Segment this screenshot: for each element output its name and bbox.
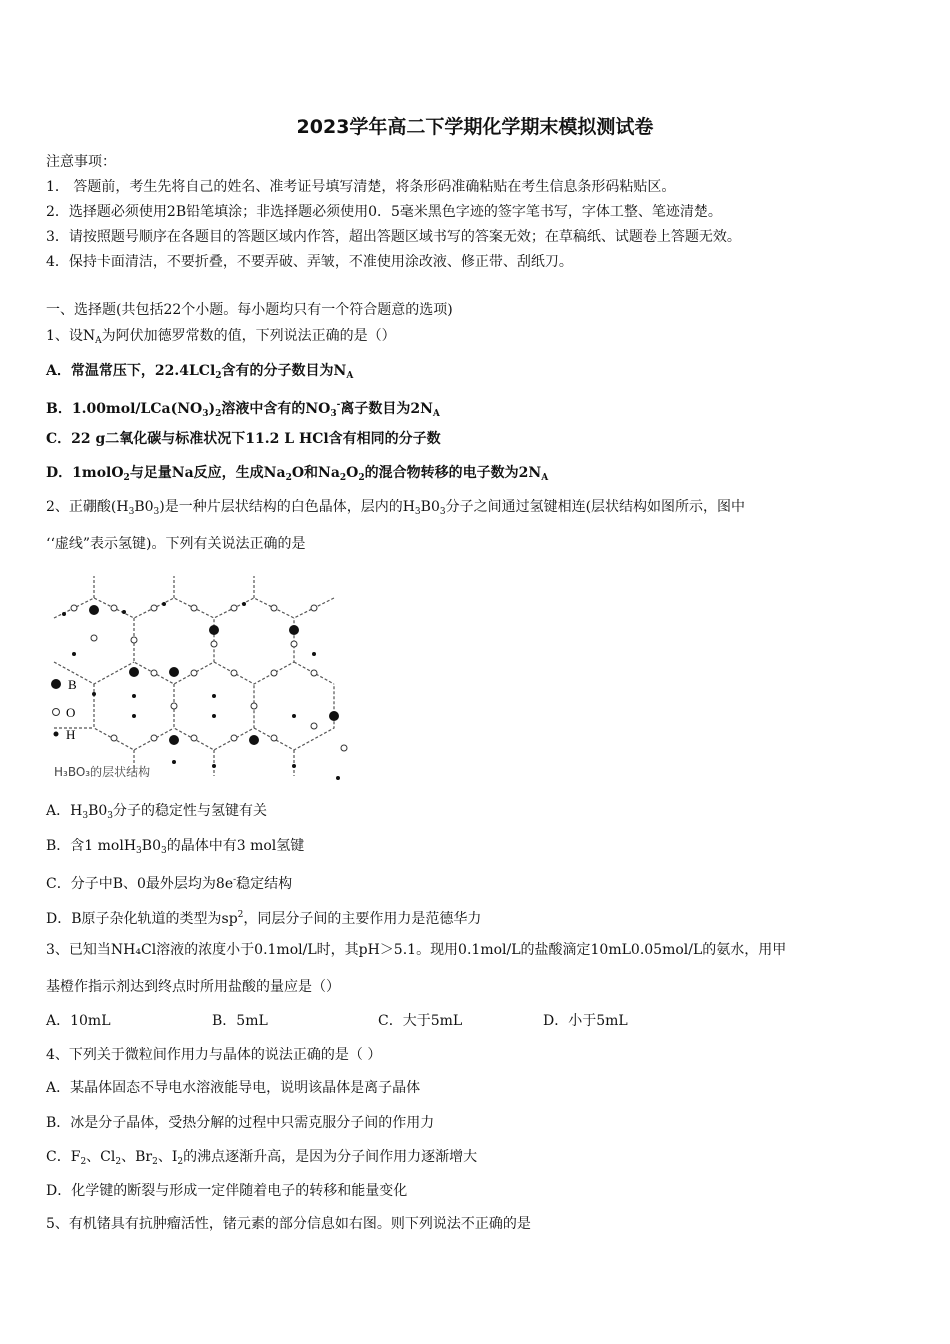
legend-boron-marker — [51, 679, 61, 689]
notice-item: 1． 答题前，考生先将自己的姓名、准考证号填写清楚，将条形码准确粘贴在考生信息条形码粘贴区。 — [46, 179, 676, 195]
question-2-stem-cont: ‘‘虚线”表示氢键)。下列有关说法正确的是 — [46, 536, 306, 552]
section-heading: 一、选择题(共包括22个小题。每小题均只有一个符合题意的选项) — [46, 302, 453, 318]
question-2-option-d: D．B原子杂化轨道的类型为$sp^2$，同层分子间的主要作用力是范德华力 — [46, 910, 482, 927]
legend-hydrogen-label: H — [66, 727, 76, 742]
question-1-option-a: A．常温常压下，22.4LCl$_2$含有的分子数目为$N_A$ — [46, 363, 354, 381]
notice-item: 3．请按照题号顺序在各题目的答题区域内作答，超出答题区域书写的答案无效；在草稿纸、试题卷上答题无效。 — [46, 229, 741, 245]
question-2-option-b: B．含1 $molH_3B0_3$的晶体中有3 mol氢键 — [46, 838, 305, 856]
notice-heading: 注意事项： — [46, 154, 116, 170]
question-3-stem-cont: 基橙作指示剂达到终点时所用盐酸的量应是（） — [46, 979, 340, 995]
legend-oxygen-marker — [53, 709, 60, 716]
question-4-stem: 4、下列关于微粒间作用力与晶体的说法正确的是（ ） — [46, 1047, 382, 1063]
question-4-option-a: A．某晶体固态不导电水溶液能导电，说明该晶体是离子晶体 — [46, 1080, 421, 1096]
legend-boron-label: B — [68, 677, 77, 692]
page-title: 2023学年高二下学期化学期末模拟测试卷 — [296, 116, 654, 138]
question-2-option-c: C．分子中B、0最外层均为8e-稳定结构 — [46, 875, 293, 892]
question-1-option-d: D．1molO$_2$与足量Na反应，生成$Na_2O$和$Na_2O_2$的混合物转移的电子数为$2N_A$ — [46, 465, 549, 483]
question-1-stem: 1、设$N_A$为阿伏加德罗常数的值，下列说法正确的是（） — [46, 328, 396, 346]
figure-caption: H₃BO₃的层状结构 — [54, 765, 151, 779]
legend-hydrogen-marker — [54, 732, 59, 737]
question-5-stem: 5、有机锗具有抗肿瘤活性，锗元素的部分信息如右图。则下列说法不正确的是 — [46, 1216, 531, 1232]
question-3-option-a: A．10mL — [46, 1013, 111, 1029]
question-1-option-c: C．22 g二氧化碳与标准状况下11.2 L HCl含有相同的分子数 — [46, 431, 441, 447]
question-2-stem: 2、正硼酸$(H_3B0_3)$是一种片层状结构的白色晶体，层内的$H_3B0_3$分子之间通过氢键相连(层状结构如图所示，图中 — [46, 499, 746, 517]
legend-oxygen-label: O — [66, 705, 76, 720]
notice-item: 4．保持卡面清洁，不要折叠，不要弄破、弄皱，不准使用涂改液、修正带、刮纸刀。 — [46, 254, 573, 270]
question-3-option-c: C．大于5mL — [378, 1013, 463, 1029]
question-3-stem: 3、已知当NH₄Cl溶液的浓度小于0.1mol/L时，其pH＞5.1。现用0.1mol/L的盐酸滴定10mL0.05mol/L的氨水，用甲 — [46, 942, 787, 958]
notice-item: 2．选择题必须使用2B铅笔填涂；非选择题必须使用0．5毫米黑色字迹的签字笔书写，字体工整、笔迹清楚。 — [46, 204, 722, 220]
question-4-option-d: D．化学键的断裂与形成一定伴随着电子的转移和能量变化 — [46, 1183, 408, 1199]
question-4-option-b: B．冰是分子晶体，受热分解的过程中只需克服分子间的作用力 — [46, 1115, 435, 1131]
question-3-option-b: B．5mL — [212, 1013, 268, 1029]
question-3-option-d: D．小于5mL — [543, 1013, 628, 1029]
question-2-option-a: A．$H_3B0_3$分子的稳定性与氢键有关 — [46, 803, 267, 821]
question-4-option-c: C．$F_2$、$Cl_2$、$Br_2$、$I_2$的沸点逐渐升高，是因为分子间作用力逐渐增大 — [46, 1149, 478, 1167]
question-1-option-b: B．$1.00mol/LCa(NO_3)_2$溶液中含有的$NO_3^-$离子数目为$2N_A$ — [46, 400, 440, 419]
h3bo3-layer-structure-figure — [44, 566, 356, 788]
